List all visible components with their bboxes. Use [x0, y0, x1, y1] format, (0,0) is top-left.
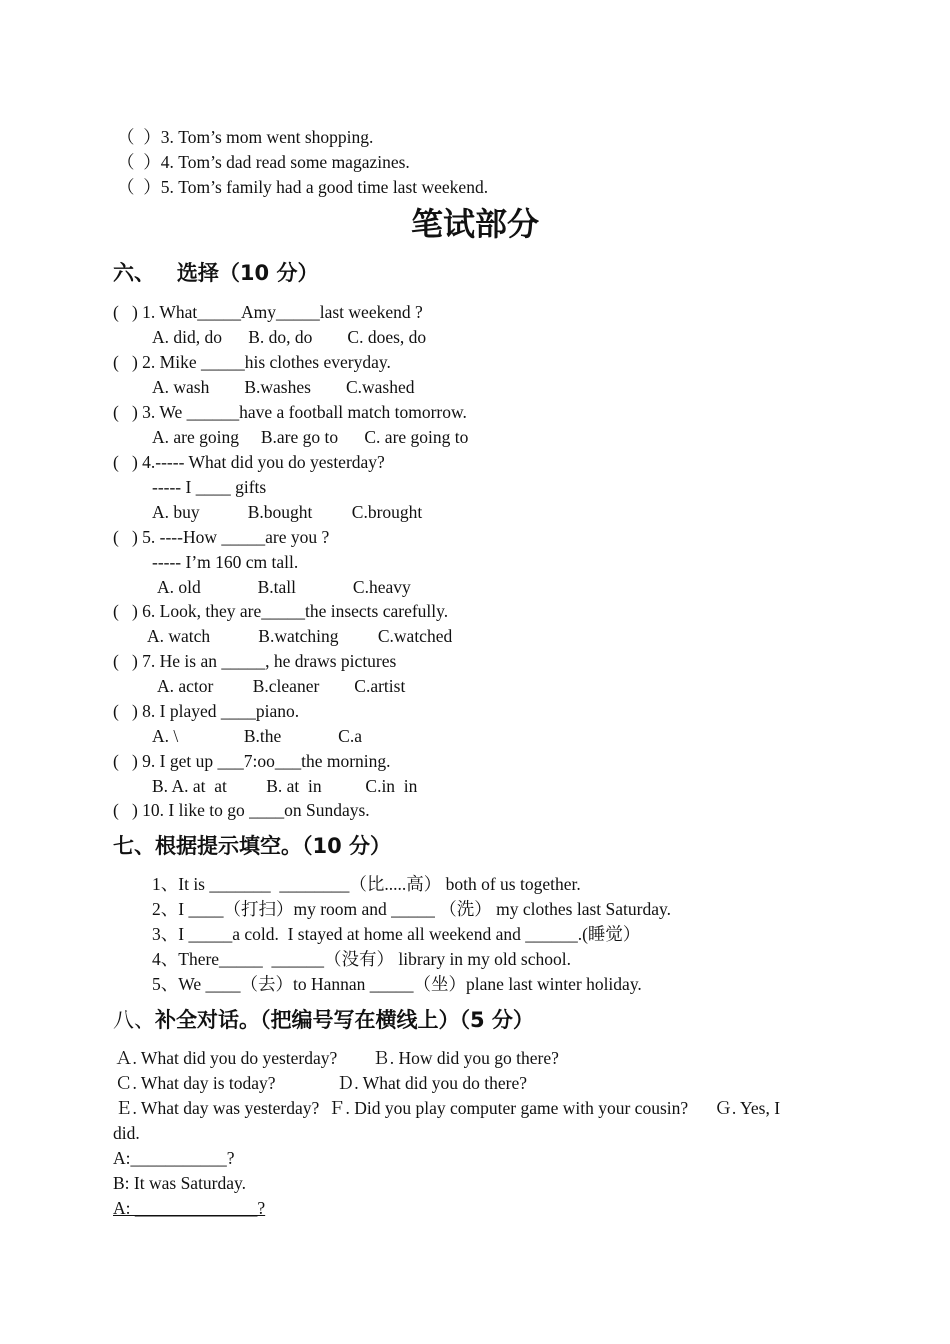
listening-item-5: （ ）5. Tom’s family had a good time last weekend.	[117, 177, 489, 197]
question-2: ( ) 2. Mike _____his clothes everyday.	[113, 352, 391, 372]
question-4-options: A. buy B.bought C.brought	[152, 502, 423, 522]
question-7: ( ) 7. He is an _____, he draws pictures	[113, 651, 397, 671]
section-7-title: 七、根据提示填空。（10 分）	[113, 834, 392, 858]
question-2-options: A. wash B.washes C.washed	[152, 377, 415, 397]
listening-item-4: （ ）4. Tom’s dad read some magazines.	[117, 152, 410, 172]
question-5-options: A. old B.tall C.heavy	[157, 577, 411, 597]
question-4-answer: ----- I ____ gifts	[152, 477, 267, 497]
page-title: 笔试部分	[410, 205, 539, 243]
question-5-answer: ----- I’m 160 cm tall.	[152, 552, 299, 572]
dialogue-option-row-2: Ｃ. What day is today? Ｄ. What did you do there?	[115, 1073, 527, 1093]
dialogue-option-row-4: did.	[113, 1123, 140, 1143]
fill-blank-2: 2、I ____（打扫）my room and _____ （洗） my clothes last Saturday.	[152, 899, 671, 919]
section-8-heading: 补全对话。（把编号写在横线上）（5 分）	[155, 1008, 534, 1032]
section-8-title	[113, 1006, 534, 1034]
dialogue-option-row-3: Ｅ. What day was yesterday? Ｆ. Did you play computer game with your cousin? Ｇ. Yes, I	[115, 1098, 781, 1118]
question-4: ( ) 4.----- What did you do yesterday?	[113, 452, 385, 472]
question-5: ( ) 5. ----How _____are you ?	[113, 527, 330, 547]
section-6-title: 六、 选择（10 分）	[113, 261, 319, 285]
dialogue-line-1: A:___________?	[113, 1148, 235, 1168]
question-6: ( ) 6. Look, they are_____the insects carefully.	[113, 601, 449, 621]
dialogue-option-row-1: Ａ. What did you do yesterday? Ｂ. How did you go there?	[115, 1048, 559, 1068]
question-6-options: A. watch B.watching C.watched	[147, 626, 453, 646]
question-7-options: A. actor B.cleaner C.artist	[157, 676, 406, 696]
question-8: ( ) 8. I played ____piano.	[113, 701, 300, 721]
question-8-options: A. \ B.the C.a	[152, 726, 362, 746]
fill-blank-1: 1、It is _______ ________（比.....高） both of us together.	[152, 874, 581, 894]
fill-blank-4: 4、There_____ ______（没有） library in my old school.	[152, 949, 571, 969]
listening-item-3: （ ）3. Tom’s mom went shopping.	[117, 127, 374, 147]
dialogue-line-3: A: ______________?	[113, 1198, 266, 1218]
question-9-options: B. A. at at B. at in C.in in	[152, 776, 418, 796]
question-9: ( ) 9. I get up ___7:oo___the morning.	[113, 751, 391, 771]
question-10: ( ) 10. I like to go ____on Sundays.	[113, 800, 370, 820]
question-3-options: A. are going B.are go to C. are going to	[152, 427, 469, 447]
fill-blank-5: 5、We ____（去）to Hannan _____（坐）plane last winter holiday.	[152, 974, 642, 994]
section-8-number: 八、	[113, 1008, 155, 1032]
question-1: ( ) 1. What_____Amy_____last weekend ?	[113, 302, 423, 322]
question-1-options: A. did, do B. do, do C. does, do	[152, 327, 427, 347]
dialogue-line-2: B: It was Saturday.	[113, 1173, 247, 1193]
question-3: ( ) 3. We ______have a football match tomorrow.	[113, 402, 467, 422]
fill-blank-3: 3、I _____a cold. I stayed at home all weekend and ______.(睡觉）	[152, 924, 641, 944]
